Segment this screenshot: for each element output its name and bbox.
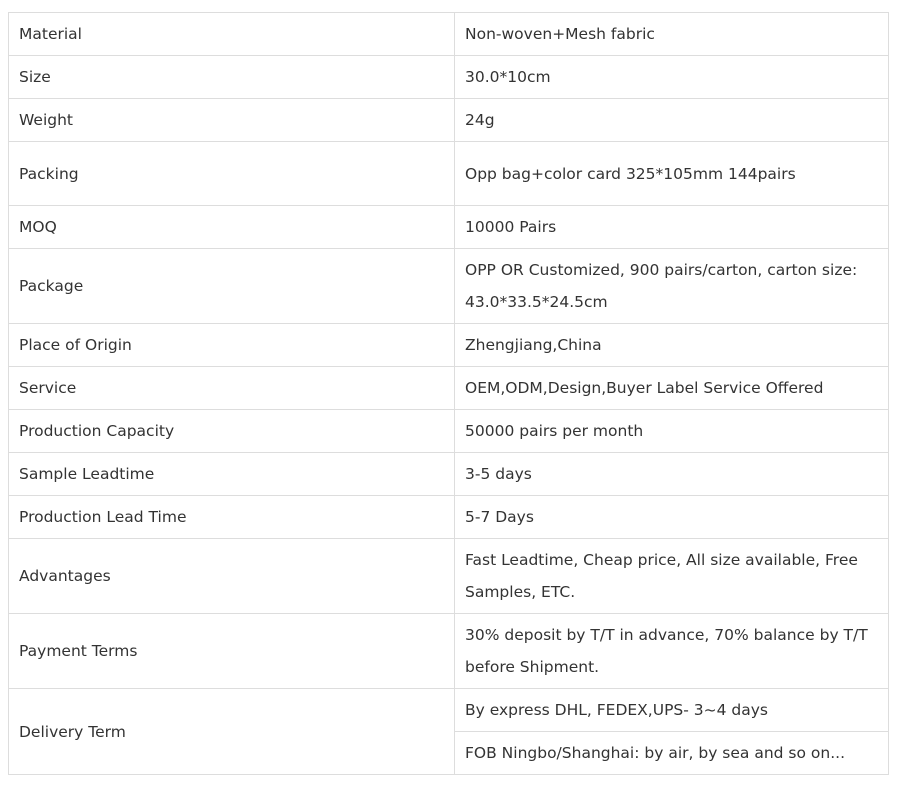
row-value: FOB Ningbo/Shanghai: by air, by sea and so on...	[455, 732, 889, 775]
row-label: Place of Origin	[9, 324, 455, 367]
table-row-size	[9, 56, 889, 99]
row-value: Zhengjiang,China	[455, 324, 889, 367]
row-value: 3-5 days	[455, 453, 889, 496]
row-value: 30.0*10cm	[455, 56, 889, 99]
row-label: Weight	[9, 99, 455, 142]
table-row-delivery-term	[9, 689, 889, 732]
row-label: Production Lead Time	[9, 496, 455, 539]
row-label: Sample Leadtime	[9, 453, 455, 496]
row-value: 10000 Pairs	[455, 206, 889, 249]
table-row-material	[9, 13, 889, 56]
row-label: Payment Terms	[9, 614, 455, 689]
table-row-packing	[9, 142, 889, 206]
table-row-service	[9, 367, 889, 410]
table-row-package	[9, 249, 889, 324]
row-label: Package	[9, 249, 455, 324]
row-label: Delivery Term	[9, 689, 455, 775]
table-row-weight	[9, 99, 889, 142]
table-row-place-of-origin	[9, 324, 889, 367]
row-value: 24g	[455, 99, 889, 142]
row-value: 50000 pairs per month	[455, 410, 889, 453]
row-label: Advantages	[9, 539, 455, 614]
row-label: Size	[9, 56, 455, 99]
row-value: Fast Leadtime, Cheap price, All size available, Free Samples, ETC.	[455, 539, 889, 614]
table-row-sample-leadtime	[9, 453, 889, 496]
row-label: Service	[9, 367, 455, 410]
row-value: 30% deposit by T/T in advance, 70% balance by T/T before Shipment.	[455, 614, 889, 689]
row-label: Material	[9, 13, 455, 56]
row-value: Opp bag+color card 325*105mm 144pairs	[455, 142, 889, 206]
row-value: 5-7 Days	[455, 496, 889, 539]
row-value: OPP OR Customized, 900 pairs/carton, carton size: 43.0*33.5*24.5cm	[455, 249, 889, 324]
table-row-production-capacity	[9, 410, 889, 453]
spec-table	[8, 12, 889, 775]
table-row-moq	[9, 206, 889, 249]
table-row-payment-terms	[9, 614, 889, 689]
row-value: Non-woven+Mesh fabric	[455, 13, 889, 56]
row-label: MOQ	[9, 206, 455, 249]
table-row-advantages	[9, 539, 889, 614]
row-label: Packing	[9, 142, 455, 206]
row-label: Production Capacity	[9, 410, 455, 453]
table-row-production-lead-time	[9, 496, 889, 539]
row-value: By express DHL, FEDEX,UPS- 3~4 days	[455, 689, 889, 732]
row-value: OEM,ODM,Design,Buyer Label Service Offered	[455, 367, 889, 410]
